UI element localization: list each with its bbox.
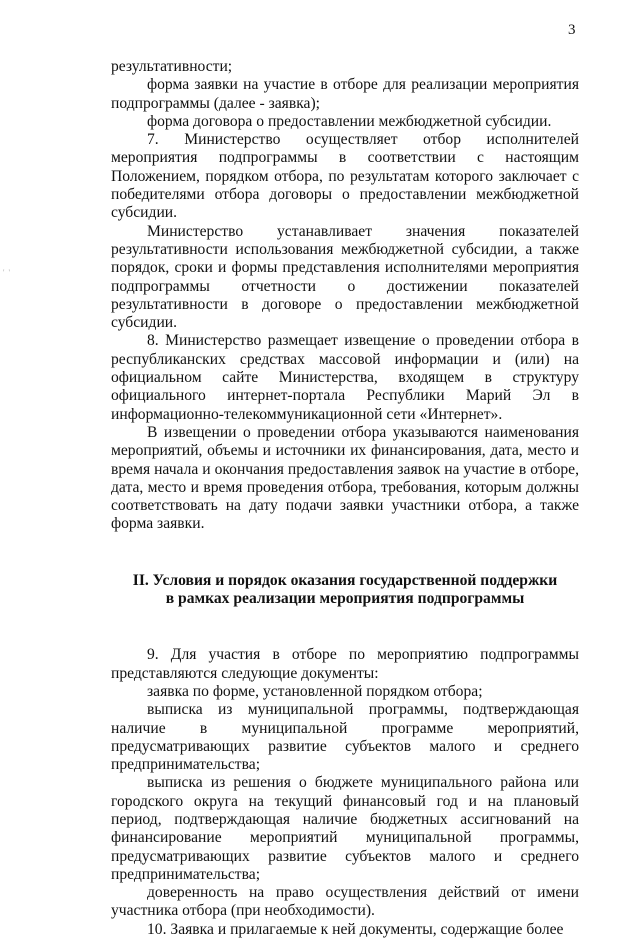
spacer <box>111 627 579 646</box>
section-heading <box>111 572 579 609</box>
paragraph: выписка из муниципальной программы, подтверждающая наличие в муниципальной программе мероприятий, предусматривающих развитие субъектов малого и среднего предпринимательства; <box>111 701 579 774</box>
spacer <box>111 608 579 627</box>
paragraph: доверенность на право осуществления действий от имени участника отбора (при необходимости). <box>111 884 579 920</box>
page-number: 3 <box>568 22 576 38</box>
section-heading-line-2: в рамках реализации мероприятия подпрограммы <box>165 590 525 608</box>
paragraph: 9. Для участия в отборе по мероприятию подпрограммы представляются следующие документы: <box>111 646 579 682</box>
margin-scan-mark: ' ' <box>3 268 11 277</box>
paragraph: Министерство устанавливает значения показателей результативности использования межбюджетной субсидии, а также порядок, сроки и формы представления исполнителями мероприятия подпрограммы отчетности о достижении показателей результативности в договоре о предоставлении межбюджетной субсидии. <box>111 222 579 332</box>
paragraphs-after-heading <box>111 646 579 939</box>
document-body <box>111 58 579 939</box>
paragraph: 7. Министерство осуществляет отбор исполнителей мероприятия подпрограммы в соответствии с настоящим Положением, порядком отбора, по результатам которого заключает с победителями отбора договоры о предоставлении межбюджетной субсидии. <box>111 131 579 222</box>
paragraph: В извещении о проведении отбора указываются наименования мероприятий, объемы и источники их финансирования, дата, место и время начала и окончания предоставления заявок на участие в отборе, дата, место и время проведения отбора, требования, которым должны соответствовать на дату подачи заявки участники отбора, а также форма заявки. <box>111 423 579 533</box>
paragraphs-before-heading <box>111 58 579 534</box>
paragraph: результативности; <box>111 58 233 75</box>
paragraph: заявка по форме, установленной порядком отбора; <box>147 682 483 700</box>
paragraph: 8. Министерство размещает извещение о проведении отбора в республиканских средствах массовой информации и (или) на официальном сайте Министерства, входящем в структуру официального интернет-портала Республики Марий Эл в информационно-телекоммуникационной сети «Интернет». <box>111 332 579 423</box>
paragraph: форма договора о предоставлении межбюджетной субсидии. <box>147 112 552 130</box>
spacer <box>111 553 579 572</box>
paragraph: выписка из решения о бюджете муниципального района или городского округа на текущий финансовый год и на плановый период, подтверждающая наличие бюджетных ассигнований на финансирование мероприятий муниципальной программы, предусматривающих развитие субъектов малого и среднего предпринимательства; <box>111 774 579 883</box>
spacer <box>111 534 579 553</box>
paragraph: 10. Заявка и прилагаемые к ней документы, содержащие более <box>147 920 564 938</box>
section-heading-line-1: II. Условия и порядок оказания государственной поддержки <box>132 571 558 589</box>
paragraph: форма заявки на участие в отборе для реализации мероприятия подпрограммы (далее - заявка); <box>111 76 579 112</box>
